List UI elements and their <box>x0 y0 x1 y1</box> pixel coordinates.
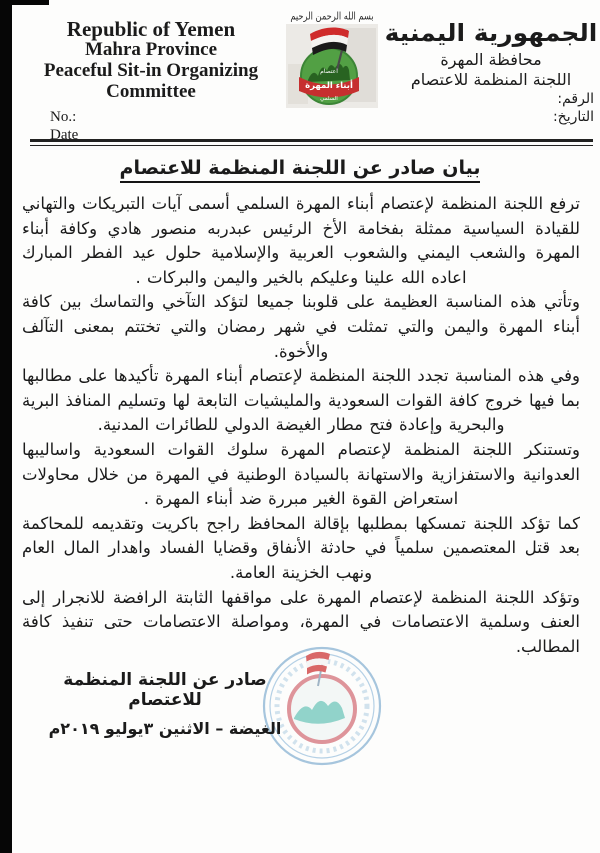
signature-issuer: صادر عن اللجنة المنظمة للاعتصام <box>63 670 267 710</box>
logo-text-top: اعتصام <box>320 68 338 75</box>
statement-title <box>0 157 600 179</box>
en-no-label: No.: <box>50 108 77 125</box>
paragraph: ترفع اللجنة المنظمة لإعتصام أبناء المهرة السلمي أسمى آيات التبريكات والتهاني للقيادة السياسية ممثلة بفخامة الأخ الرئيس عبدربه منصور هادي وكافة أبناء المهرة والشعب اليمني والشعوب العربية والإسلامية حلول عيد الفطر المبارك اعاده الله علينا وعليكم بالخير واليمن والبركات . <box>22 194 580 287</box>
letterhead-arabic <box>384 12 598 140</box>
statement-title-text: بيان صادر عن اللجنة المنظمة للاعتصام <box>120 157 481 183</box>
statement-body <box>22 192 580 670</box>
en-country: Republic of Yemen <box>66 17 236 41</box>
letterhead-center <box>276 12 388 140</box>
committee-logo-icon <box>284 24 380 108</box>
paragraph: كما تؤكد اللجنة تمسكها بمطلبها بإقالة المحافظ راجح باكريت وتقديمه للمحاكمة بعد قتل المعتصمين سلمياً في حادثة الأنفاق وقضايا الفساد واهدار المال العام ونهب الخزينة العامة. <box>22 513 580 582</box>
ar-country-calligraphy: الجمهورية اليمنية <box>384 19 598 47</box>
paragraph: وتأتي هذه المناسبة العظيمة على قلوبنا جميعا لتؤكد التآخي والتماسك بين كافة أبناء المهرة واليمن والتي تمثلت في شهر رمضان والتي تختتم بمعنى التآلف والأخوة. <box>22 292 580 361</box>
letterhead <box>26 11 598 144</box>
logo-text-bottom: السلمي <box>320 96 338 102</box>
ar-no-label: الرقم: <box>557 90 594 107</box>
ar-date-label: التاريخ: <box>552 108 594 125</box>
logo-text-main: أبناء المهرة <box>305 81 353 91</box>
en-committee: Peaceful Sit-in Organizing Committee <box>43 59 259 102</box>
ar-committee: اللجنة المنظمة للاعتصام <box>410 69 572 89</box>
en-province: Mahra Province <box>84 39 218 61</box>
paragraph: وتستنكر اللجنة المنظمة لإعتصام المهرة سلوك القوات السعودية واساليبها العدوانية والاستفزازية والاستهانة بالسيادة الوطنية في المهرة من خلال محاولات استعراض القوة الغير مبررة ضد أبناء المهرة . <box>22 439 580 509</box>
committee-logo <box>276 24 388 112</box>
paragraph: وفي هذه المناسبة تجدد اللجنة المنظمة لإعتصام أبناء المهرة تأكيدها على مطالبها بما فيها خروج كافة القوات السعودية والمليشيات التابعة لها وتسليم المنافذ البرية والبحرية وإعادة فتح مطار الغيضة الدولي للطائرات المدنية. <box>22 366 580 435</box>
letterhead-divider-rule <box>30 139 593 146</box>
letterhead-english <box>26 12 276 144</box>
scan-edge-left <box>0 0 12 853</box>
en-date-label: Date <box>50 127 79 144</box>
ar-province: محافظة المهرة <box>440 49 542 69</box>
signature-place-date: الغيضة – الاثنين ٣يوليو ٢٠١٩م <box>48 719 282 738</box>
scan-edge-top <box>0 0 49 5</box>
signature-block <box>38 670 292 738</box>
paragraph: وتؤكد اللجنة المنظمة لإعتصام المهرة على مواقفها الثابتة الرافضة للانجرار إلى العنف وسلمية الاعتصامات في المهرة، ومواصلة الاعتصامات حتى تنفيذ كافة المطالب. <box>22 587 580 656</box>
bismillah-calligraphy: بسم الله الرحمن الرحيم <box>290 11 374 23</box>
